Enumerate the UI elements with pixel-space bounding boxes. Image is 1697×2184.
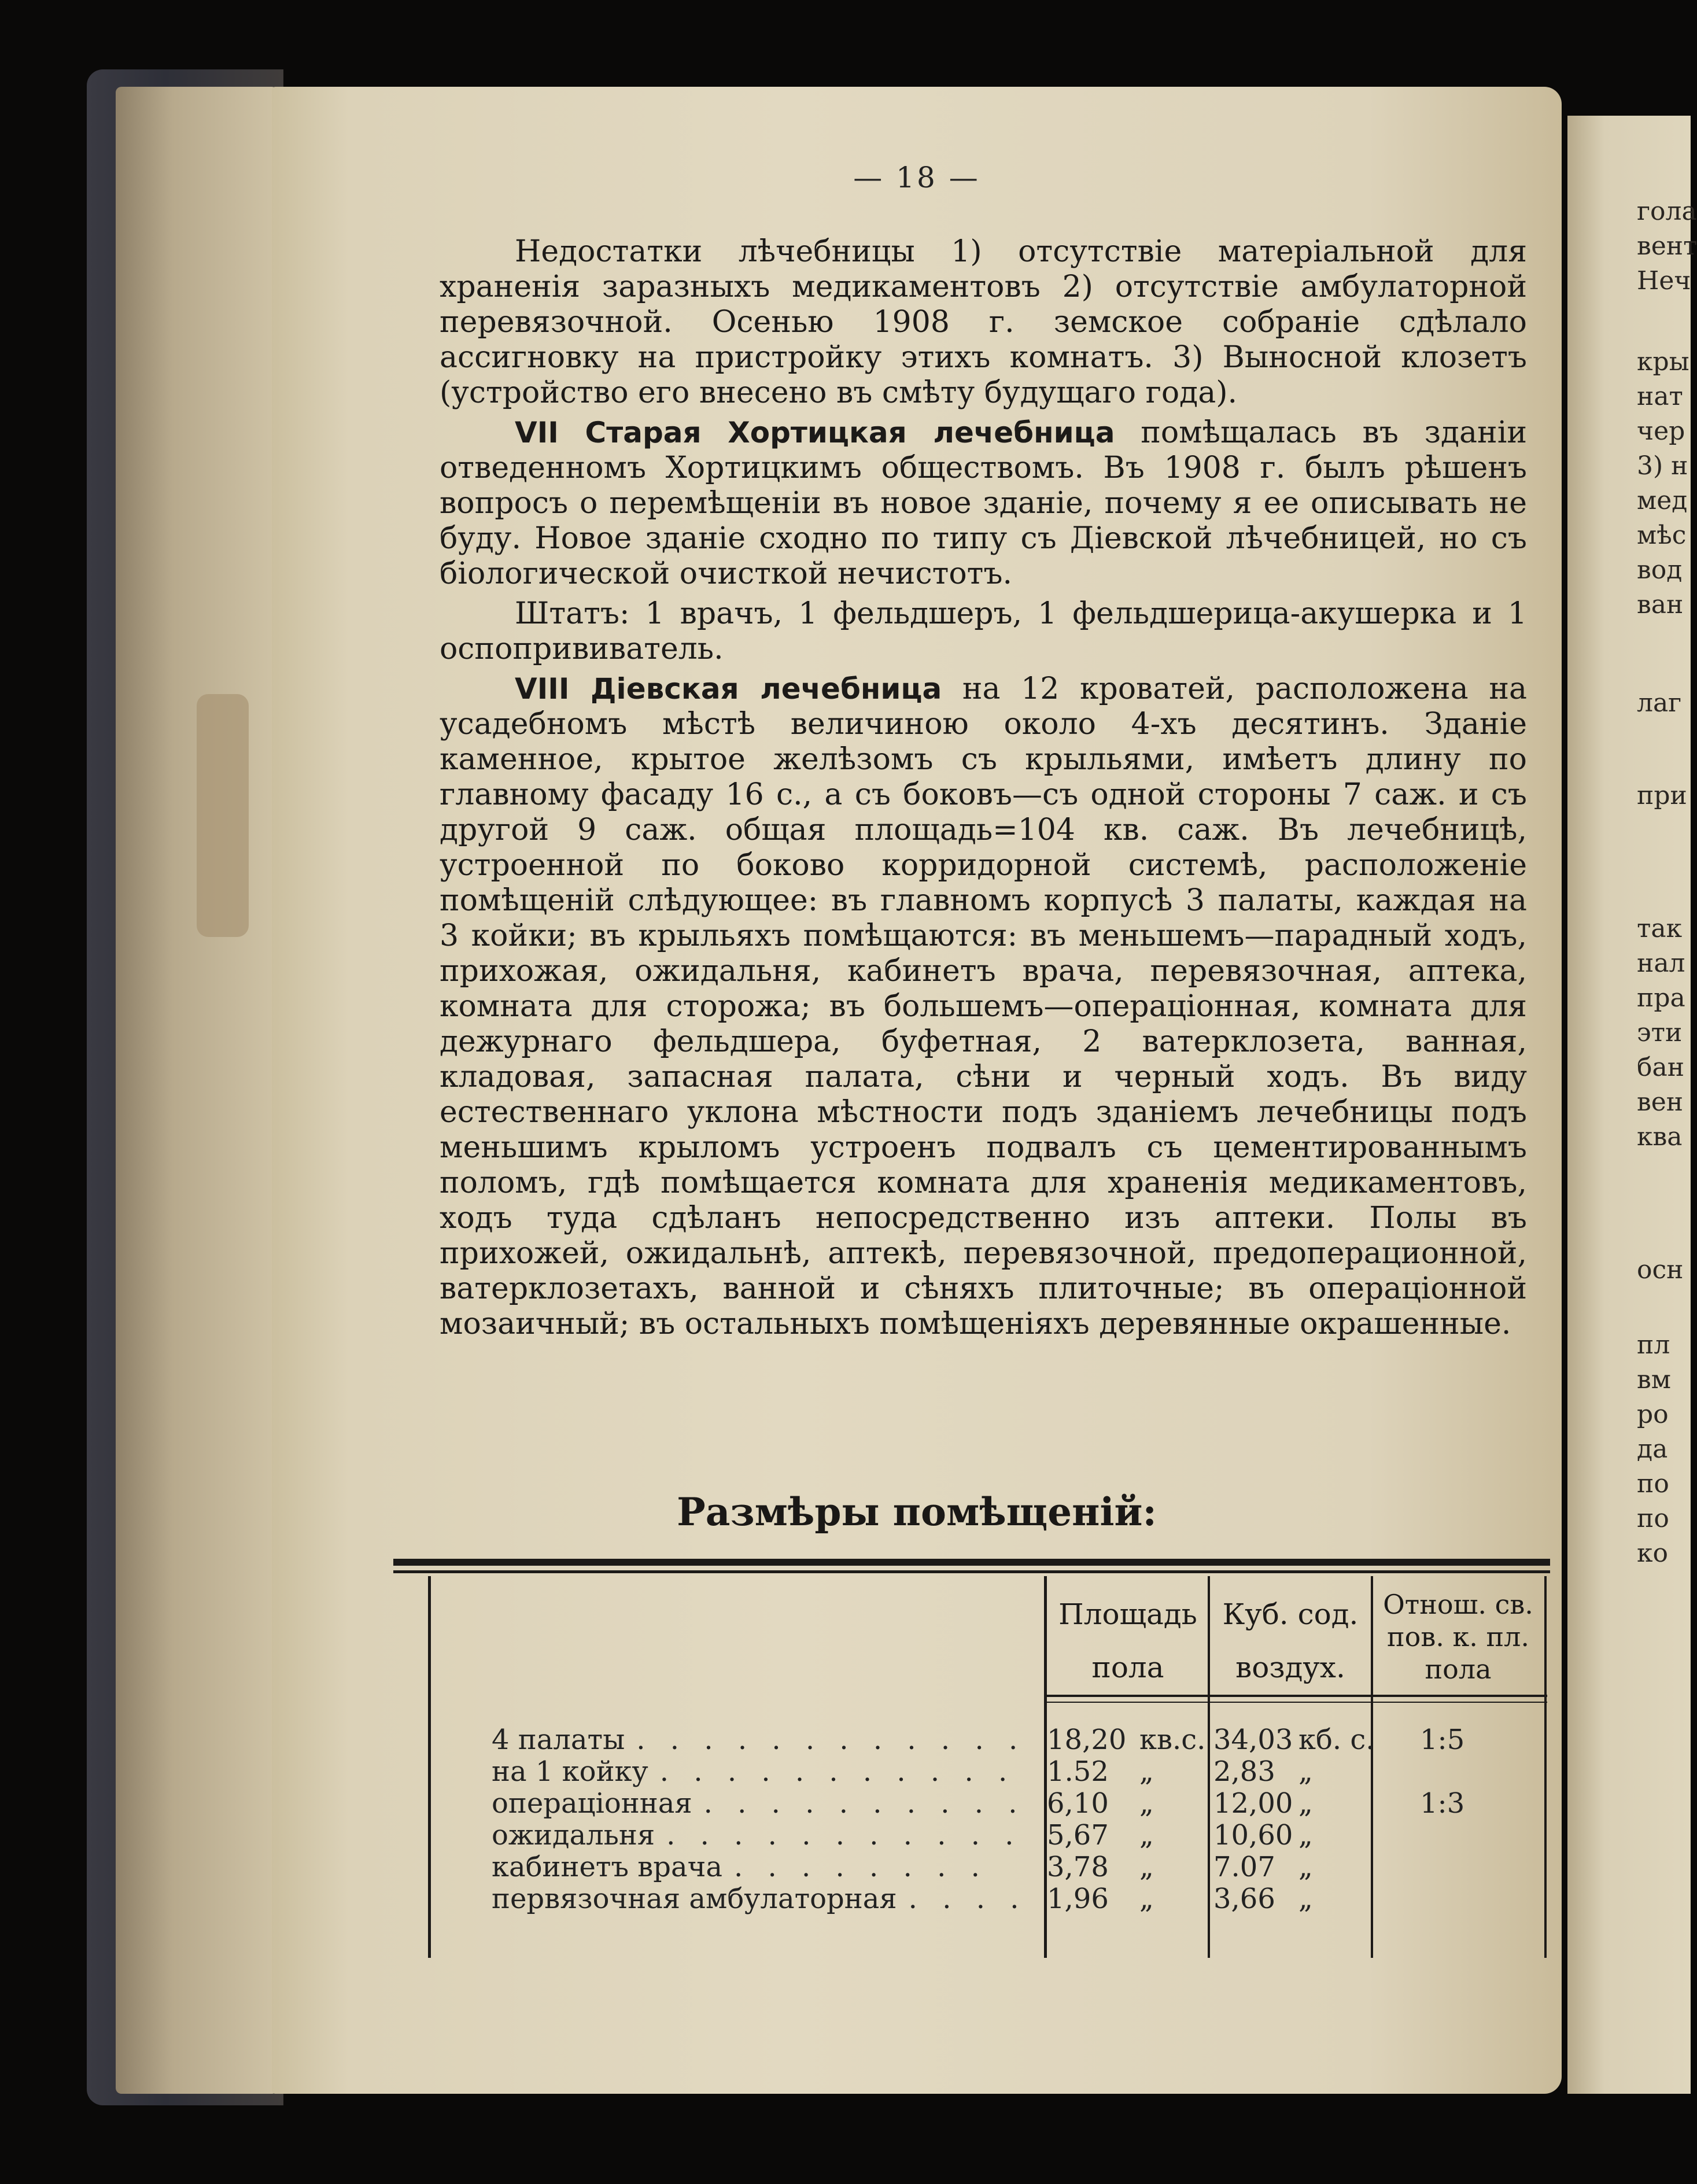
right-page-fragment: ква — [1637, 1122, 1683, 1152]
right-page-fragment: ко — [1637, 1539, 1668, 1568]
right-page-fragment: чер — [1637, 416, 1685, 446]
volume-unit: „ — [1298, 1755, 1313, 1788]
area-value: 18,20 — [1047, 1724, 1127, 1756]
table-title: Размѣры помѣщеній: — [677, 1489, 1157, 1534]
area-unit: „ — [1139, 1787, 1154, 1820]
book-page — [272, 87, 1562, 2094]
room-name: на 1 койку — [492, 1755, 648, 1788]
paragraph — [440, 596, 1527, 667]
right-page-fragment: мѣс — [1637, 521, 1687, 550]
room-name: ожидальня — [492, 1819, 655, 1851]
paragraph — [440, 672, 1527, 1342]
right-page-fragment: так — [1637, 914, 1683, 943]
right-page-fragment: осн — [1637, 1255, 1684, 1285]
right-page-fragment: 3) н — [1637, 451, 1688, 481]
area-unit: „ — [1139, 1755, 1154, 1788]
table-row-label — [492, 1755, 1015, 1788]
area-value: 1,96 — [1047, 1883, 1109, 1915]
volume-value: 10,60 — [1213, 1819, 1293, 1851]
table-row-label — [492, 1819, 1022, 1851]
right-page-fragment: при — [1637, 781, 1687, 810]
right-page-fragment: вент — [1637, 231, 1697, 261]
right-page-fragment: вод — [1637, 555, 1683, 585]
paragraph-text: на 12 кроватей, расположена на усадебномъ мѣстѣ величиною около 4-хъ десятинъ. Зданіе каменное, крытое желѣзомъ съ крыльями, имѣетъ длину по главному фасаду 16 с., а съ боковъ—съ одной стороны 7 саж. и съ другой 9 саж. общая площадь=104 кв. саж. Въ лечебницѣ, устроенной по боково корридорной системѣ, расположеніе помѣщеній слѣдующее: въ главномъ корпусѣ 3 палаты, каждая на 3 койки; въ крыльяхъ помѣщаются: въ меньшемъ—парадный ходъ, прихожая, ожидальня, кабинетъ врача, перевязочная, аптека, комната для сторожа; въ большемъ—операціонная, комната для дежурнаго фельдшера, буфетная, 2 ватерклозета, ванная, кладовая, запасная палата, сѣни и черный ходъ. Въ виду естественнаго уклона мѣстности подъ зданіемъ лечебницы подъ меньшимъ крыломъ устроенъ подвалъ съ цементированнымъ поломъ, гдѣ помѣщается комната для храненія медикаментовъ, ходъ туда сдѣланъ непосредственно изъ аптеки. Полы въ прихожей, ожидальнѣ, аптекѣ, перевязочной, предоперационной, ватерклозетахъ, ванной и сѣняхъ плиточные; въ операціонной мозаичный; въ остальныхъ помѣщеніяхъ деревянные окрашенные. — [440, 672, 1527, 1341]
column-header-ratio: Отнош. св. пов. к. пл. пола — [1383, 1589, 1533, 1685]
table-right-border — [1544, 1576, 1547, 1958]
table-row-label — [492, 1787, 1025, 1820]
area-unit: кв.с. — [1139, 1724, 1206, 1756]
table-row-label — [492, 1883, 1027, 1915]
volume-value: 7.07 — [1213, 1851, 1275, 1883]
area-value: 3,78 — [1047, 1851, 1109, 1883]
leader-dots: . . . . . . . . . . . — [666, 1819, 1022, 1851]
room-name: первязочная амбулаторная — [492, 1883, 897, 1915]
volume-value: 12,00 — [1213, 1787, 1293, 1820]
table-column-divider — [1208, 1576, 1210, 1958]
right-page-fragment: Неч — [1637, 266, 1691, 296]
right-page-fragment: гола — [1637, 197, 1697, 226]
right-page-fragment: бан — [1637, 1053, 1685, 1082]
area-value: 5,67 — [1047, 1819, 1109, 1851]
volume-unit: кб. с. — [1298, 1724, 1375, 1756]
right-page-fragment: вм — [1637, 1365, 1671, 1394]
leader-dots: . . . . . . . . — [733, 1851, 988, 1883]
right-page-fragment: мед — [1637, 486, 1688, 515]
area-value: 1.52 — [1047, 1755, 1109, 1788]
ratio-value: 1:5 — [1420, 1724, 1465, 1756]
right-page-fragment: лаг — [1637, 688, 1682, 718]
paragraph — [440, 415, 1527, 592]
table-row-label — [492, 1724, 1025, 1756]
column-header-volume: Куб. сод. воздух. — [1222, 1598, 1359, 1684]
ratio-value: 1:3 — [1420, 1787, 1465, 1820]
right-page-fragment: нат — [1637, 382, 1683, 411]
volume-unit: „ — [1298, 1819, 1313, 1851]
area-unit: „ — [1139, 1883, 1154, 1915]
right-page-fragment: нал — [1637, 949, 1685, 978]
right-page-fragment: вен — [1637, 1087, 1684, 1117]
body-text — [440, 234, 1527, 1342]
right-page-fragment: да — [1637, 1434, 1668, 1464]
volume-value: 3,66 — [1213, 1883, 1275, 1915]
room-name: операціонная — [492, 1787, 692, 1820]
table-top-rule-thin — [393, 1570, 1550, 1573]
leader-dots: . . . . . . . . . . . . — [636, 1724, 1026, 1756]
page-block-edge — [116, 87, 278, 2094]
volume-unit: „ — [1298, 1787, 1313, 1820]
table-row-label — [492, 1851, 988, 1883]
right-page-fragment: пл — [1637, 1330, 1670, 1360]
right-page-fragment: по — [1637, 1469, 1669, 1499]
page-number: — 18 — — [853, 161, 980, 194]
paragraph-text: Недостатки лѣчебницы 1) отсутствіе матеріальной для храненія заразныхъ медикаментовъ 2) отсутствіе амбулаторной перевязочной. Осенью 1908 г. земское собраніе сдѣлало ассигновку на пристройку этихъ комнатъ. 3) Выносной клозетъ (устройство его внесено въ смѣту будущаго года). — [440, 234, 1527, 410]
right-page-fragment: кры — [1637, 347, 1689, 377]
right-page-fragment: эти — [1637, 1018, 1683, 1047]
header-rule-thin — [1044, 1702, 1547, 1703]
column-header-area: Площадь пола — [1058, 1598, 1197, 1684]
torn-spine — [197, 694, 249, 937]
room-name: кабинетъ врача — [492, 1851, 722, 1883]
right-page-fragment: пра — [1637, 983, 1685, 1013]
table-column-divider — [1371, 1576, 1373, 1958]
area-unit: „ — [1139, 1819, 1154, 1851]
paragraph-text: помѣщалась въ зданіи отведенномъ Хортицкимъ обществомъ. Въ 1908 г. былъ рѣшенъ вопросъ о перемѣщеніи въ новое зданіе, почему я ее описывать не буду. Новое зданіе сходно по типу съ Діевской лѣчебницей, но съ біологической очисткой нечистотъ. — [440, 415, 1527, 591]
leader-dots: . . . . — [908, 1883, 1027, 1915]
leader-dots: . . . . . . . . . . — [703, 1787, 1025, 1820]
table-top-rule — [393, 1559, 1550, 1566]
paragraph-text: Штатъ: 1 врачъ, 1 фельдшеръ, 1 фельдшерица-акушерка и 1 оспопрививатель. — [440, 596, 1527, 666]
volume-value: 2,83 — [1213, 1755, 1275, 1788]
paragraph — [440, 234, 1527, 411]
volume-unit: „ — [1298, 1883, 1313, 1915]
leader-dots: . . . . . . . . . . . — [659, 1755, 1016, 1788]
right-page-edge — [1567, 116, 1697, 2094]
volume-unit: „ — [1298, 1851, 1313, 1883]
area-value: 6,10 — [1047, 1787, 1109, 1820]
volume-value: 34,03 — [1213, 1724, 1293, 1756]
right-page-fragment: ро — [1637, 1400, 1669, 1429]
table-left-border — [428, 1576, 431, 1958]
section-heading: VIII Діевская лечебница — [515, 672, 942, 706]
right-page-fragment: ван — [1637, 590, 1684, 619]
section-heading: VII Старая Хортицкая лечебница — [515, 416, 1115, 449]
room-name: 4 палаты — [492, 1724, 625, 1756]
area-unit: „ — [1139, 1851, 1154, 1883]
header-rule — [1044, 1695, 1547, 1697]
right-page-fragment: по — [1637, 1504, 1669, 1533]
